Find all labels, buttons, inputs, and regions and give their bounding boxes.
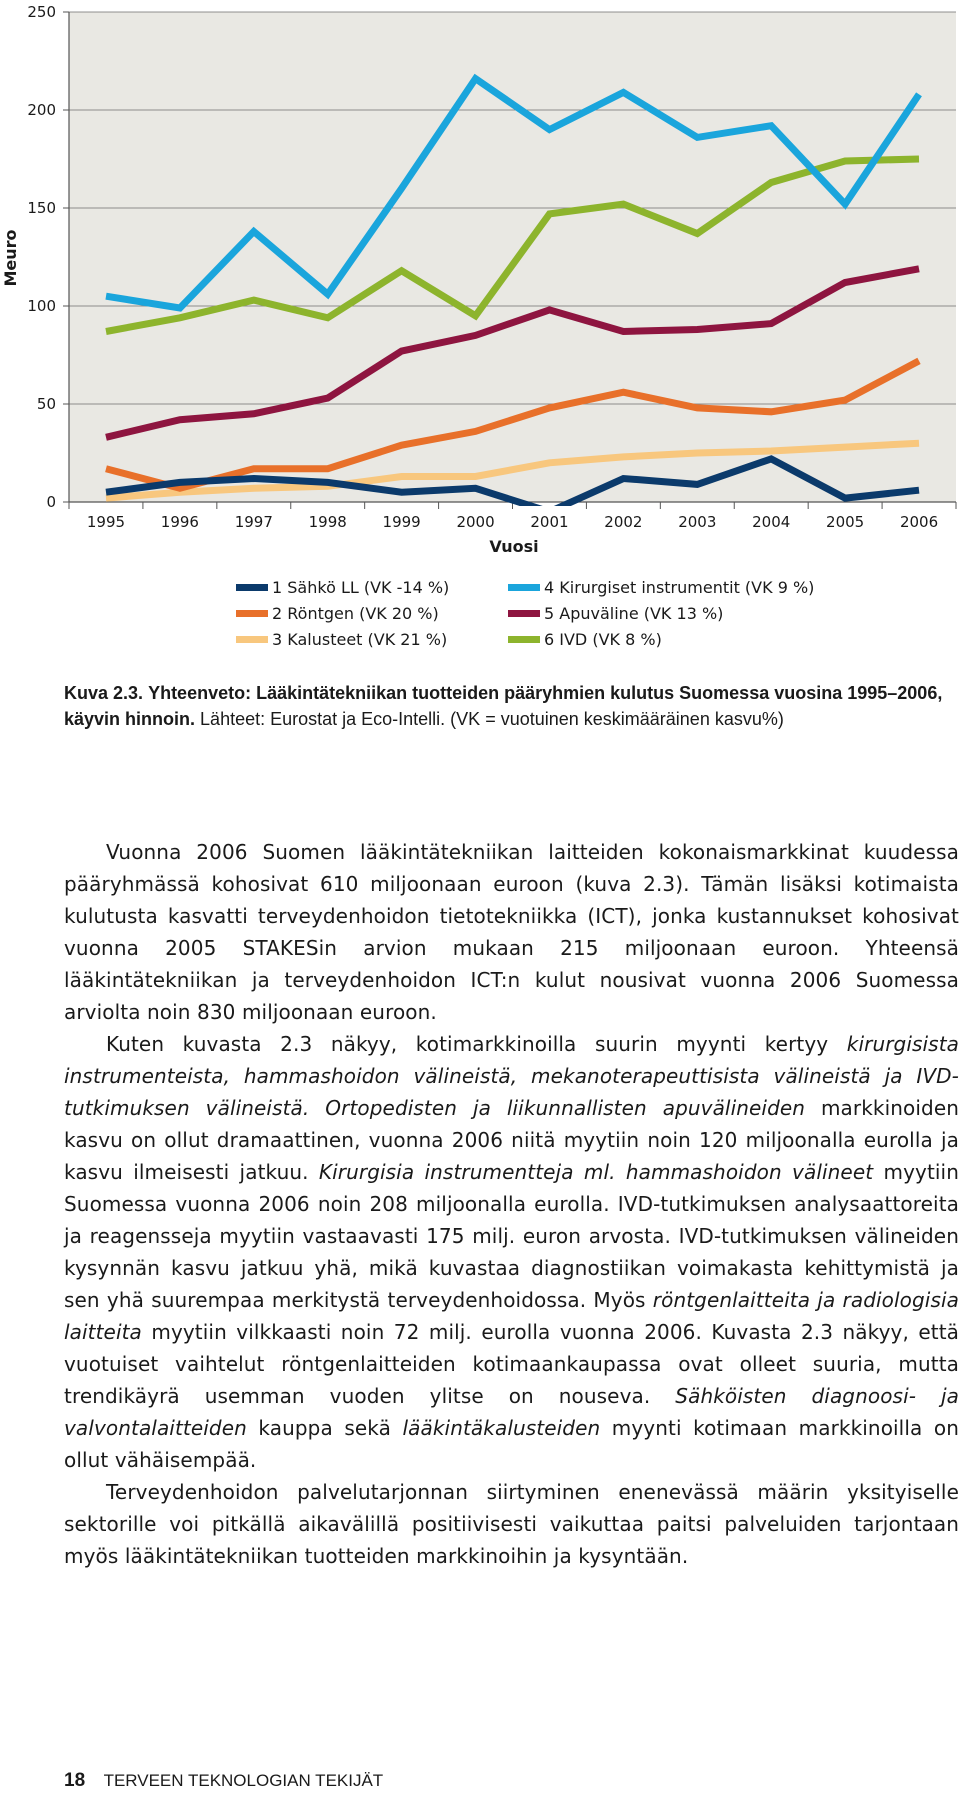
figure-caption [64, 680, 954, 732]
paragraph-1: Vuonna 2006 Suomen lääkintätekniikan laitteiden kokonaismarkkinat kuudessa pääryhmässä kohosivat 610 miljoonaan euroon (kuva 2.3). Tämän lisäksi kotimaista kulutusta kasvatti terveydenhoidon tietotekniikka (ICT), jonka kustannukset kohosivat vuonna 2005 STAKESin arvion mukaan 215 miljoonaan euroon. Yhteensä lääkintätekniikan ja terveydenhoidon ICT:n kulut nousivat vuonna 2006 Suomessa arviolta noin 830 miljoonaan euroon. [64, 840, 959, 1024]
caption-sources: Lähteet: Eurostat ja Eco-Intelli. (VK = vuotuinen keskimääräinen kasvu%) [200, 709, 784, 729]
x-tick-label-2000: 2000 [456, 513, 495, 531]
legend-label-5: 5 Apuväline (VK 13 %) [544, 603, 724, 623]
paragraph-2: Kuten kuvasta 2.3 näkyy, kotimarkkinoilla suurin myynti kertyy kirurgisista instrumenteista, hammashoidon välineistä, mekanoterapeuttisista välineistä ja IVD- tutkimuksen välineistä. Ortopedisten ja liikunnallisten apuvälineiden markkinoiden kasvu on ollut dramaattinen, vuonna 2006 niitä myytiin noin 120 miljoonalla eurolla ja kasvu ilmeisesti jatkuu. Kirurgisia instrumentteja ml. hammashoidon välineet myytiin Suomessa vuonna 2006 noin 208 miljoonalla eurolla. IVD-tutkimuksen analysaattoreita ja reagensseja myytiin vastaavasti 175 milj. euron arvosta. IVD-tutkimuksen välineiden kysynnän kasvu jatkuu yhä, mikä kuvastaa diagnostiikan voimakasta kehittymistä ja sen yhä suurempaa merkitystä terveydenhoidossa. Myös röntgenlaitteita ja radiologisia laitteita myytiin vilkkaasti noin 72 milj. eurolla vuonna 2006. Kuvasta 2.3 näkyy, että vuotuiset vaihtelut röntgenlaitteiden kotimaankaupassa ovat olleet suuria, mutta trendikäyrä usemman vuoden ylitse on nouseva. Sähköisten diagnoosi- ja valvontalaitteiden kauppa sekä lääkintäkalusteiden myynti kotimaan markkinoilla on ollut vähäisempää. [64, 1032, 960, 1472]
caption-bold-text: Yhteenveto: Lääkintätekniikan tuotteiden pääryhmien kulutus Suomessa vuosina 1995–2006, käyvin hinnoin. [64, 683, 943, 729]
body-text [64, 836, 959, 1572]
caption-label: Kuva 2.3. [64, 683, 144, 703]
paragraph-3: Terveydenhoidon palvelutarjonnan siirtyminen enenevässä määrin yksityiselle sektorille voi pitkällä aikavälillä positiivisesti vaikuttaa paitsi palveluiden tarjontaan myös lääkintätekniikan tuotteiden markkinoihin ja kysyntään. [64, 1480, 959, 1568]
legend-label-2: 2 Röntgen (VK 20 %) [272, 603, 439, 623]
legend-label-1: 1 Sähkö LL (VK -14 %) [272, 577, 450, 597]
x-tick-label-2001: 2001 [530, 513, 569, 531]
plot-background [69, 12, 956, 502]
legend-item-5 [508, 602, 828, 624]
y-tick-label-200: 200 [27, 101, 56, 119]
x-tick-label-1999: 1999 [382, 513, 421, 531]
x-tick-label-1995: 1995 [86, 513, 126, 531]
x-tick-label-1997: 1997 [234, 513, 273, 531]
legend-swatch-3 [236, 636, 268, 643]
legend-item-3 [236, 628, 508, 650]
y-tick-label-0: 0 [46, 493, 56, 511]
legend-item-6 [508, 628, 828, 650]
line-chart [0, 0, 960, 560]
x-tick-label-1998: 1998 [308, 513, 347, 531]
legend-item-4 [508, 576, 828, 598]
legend-item-1 [236, 576, 508, 598]
y-tick-label-50: 50 [36, 395, 56, 413]
x-tick-label-2003: 2003 [678, 513, 717, 531]
publication-title: TERVEEN TEKNOLOGIAN TEKIJÄT [103, 1771, 384, 1790]
legend-label-4: 4 Kirurgiset instrumentit (VK 9 %) [544, 577, 815, 597]
legend-swatch-1 [236, 584, 268, 591]
page-footer [64, 1770, 383, 1792]
y-tick-label-250: 250 [27, 3, 56, 21]
legend-label-3: 3 Kalusteet (VK 21 %) [272, 629, 448, 649]
legend-swatch-5 [508, 610, 540, 617]
y-axis [27, 3, 69, 511]
legend-item-2 [236, 602, 508, 624]
legend-swatch-2 [236, 610, 268, 617]
page-number: 18 [64, 1770, 86, 1791]
x-axis-title: Vuosi [489, 537, 539, 556]
x-tick-label-2006: 2006 [899, 513, 939, 531]
legend-label-6: 6 IVD (VK 8 %) [544, 629, 662, 649]
chart-legend [236, 576, 836, 650]
x-tick-label-2002: 2002 [604, 513, 643, 531]
x-axis [69, 502, 956, 531]
legend-swatch-4 [508, 584, 540, 591]
y-axis-title: Meuro [1, 229, 20, 287]
legend-swatch-6 [508, 636, 540, 643]
x-tick-label-2005: 2005 [826, 513, 865, 531]
y-tick-label-100: 100 [27, 297, 56, 315]
x-tick-label-1996: 1996 [160, 513, 199, 531]
y-tick-label-150: 150 [27, 199, 56, 217]
x-tick-label-2004: 2004 [752, 513, 791, 531]
